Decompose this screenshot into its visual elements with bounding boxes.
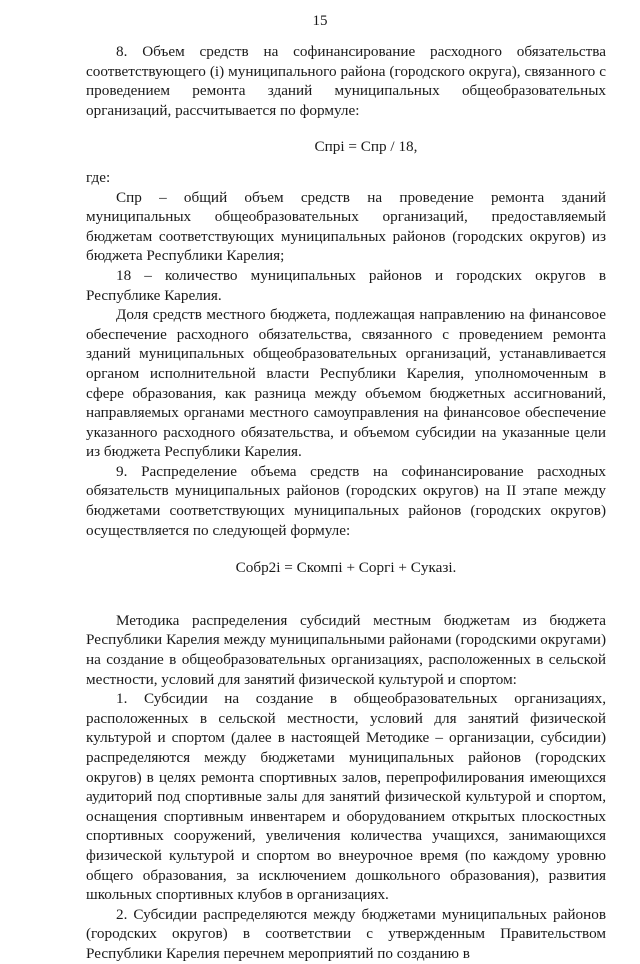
- where-label: где:: [86, 168, 111, 186]
- paragraph-methodology-item-1: 1. Субсидии на создание в общеобразовательных организациях, расположенных в сельской местности, условий для занятий физической культурой и спортом (далее в настоящей Методике – организации, субсидии) распределяются между бюджетами муниципальных районов (городских округов) в целях ремонта спортивных залов, перепрофилирования имеющихся аудиторий под спортивные залы для занятий физической культурой и спортом, оснащения спортивным инвентарем и оборудованием открытых плоскостных спортивных сооружений, увеличения количества учащихся, занимающихся физической культурой и спортом во внеурочное время (по каждому уровню общего образования, за исключением дошкольного образования), развития школьных спортивных клубов в организациях.: [86, 690, 606, 904]
- document-body: [86, 42, 606, 964]
- definition-18: 18 – количество муниципальных районов и городских округов в Республике Карелия.: [86, 266, 606, 304]
- paragraph-methodology-title: Методика распределения субсидий местным бюджетам из бюджета Республики Карелия между муниципальными районами (городскими округами) на создание в общеобразовательных организациях, расположенных в сельской местности, условий для занятий физической культурой и спортом:: [86, 611, 606, 688]
- paragraph-local-budget-share: Доля средств местного бюджета, подлежащая направлению на финансовое обеспечение расходного обязательства, связанного с проведением ремонта зданий муниципальных общеобразовательных организаций, устанавливается органом исполнительной власти Республики Карелия, уполномоченным в сфере образования, как разница между объемом бюджетных ассигнований, направляемых органами местного самоуправления на финансовое обеспечение указанного расходного обязательства, и объемом субсидии на указанные цели из бюджета Республики Карелия.: [86, 306, 606, 461]
- formula-spri: Cпрi = Cпр / 18,: [314, 138, 418, 156]
- paragraph-item-8: 8. Объем средств на софинансирование расходного обязательства соответствующего (i) муниципального района (городского округа), связанного с проведением ремонта зданий муниципальных общеобразовательных организаций, рассчитывается по формуле:: [86, 43, 606, 119]
- paragraph-item-9: 9. Распределение объема средств на софинансирование расходных обязательств муниципальных районов (городских округов) на II этапе между бюджетами соответствующих муниципальных районов (городских округов) осуществляется по следующей формуле:: [86, 462, 606, 539]
- formula-sobr2i: Cобр2i = Cкомпi + Cоргi + Cуказi.: [235, 559, 457, 577]
- page-number: 15: [312, 13, 328, 29]
- paragraph-methodology-item-2: 2. Субсидии распределяются между бюджетами муниципальных районов (городских округов) в соответствии с утвержденным Правительством Республики Карелия перечнем мероприятий по созданию в: [86, 905, 606, 962]
- definition-spr: Cпр – общий объем средств на проведение ремонта зданий муниципальных общеобразовательных организаций, предоставляемый бюджетам соответствующих муниципальных районов (городских округов) из бюджета Республики Карелия;: [86, 188, 606, 265]
